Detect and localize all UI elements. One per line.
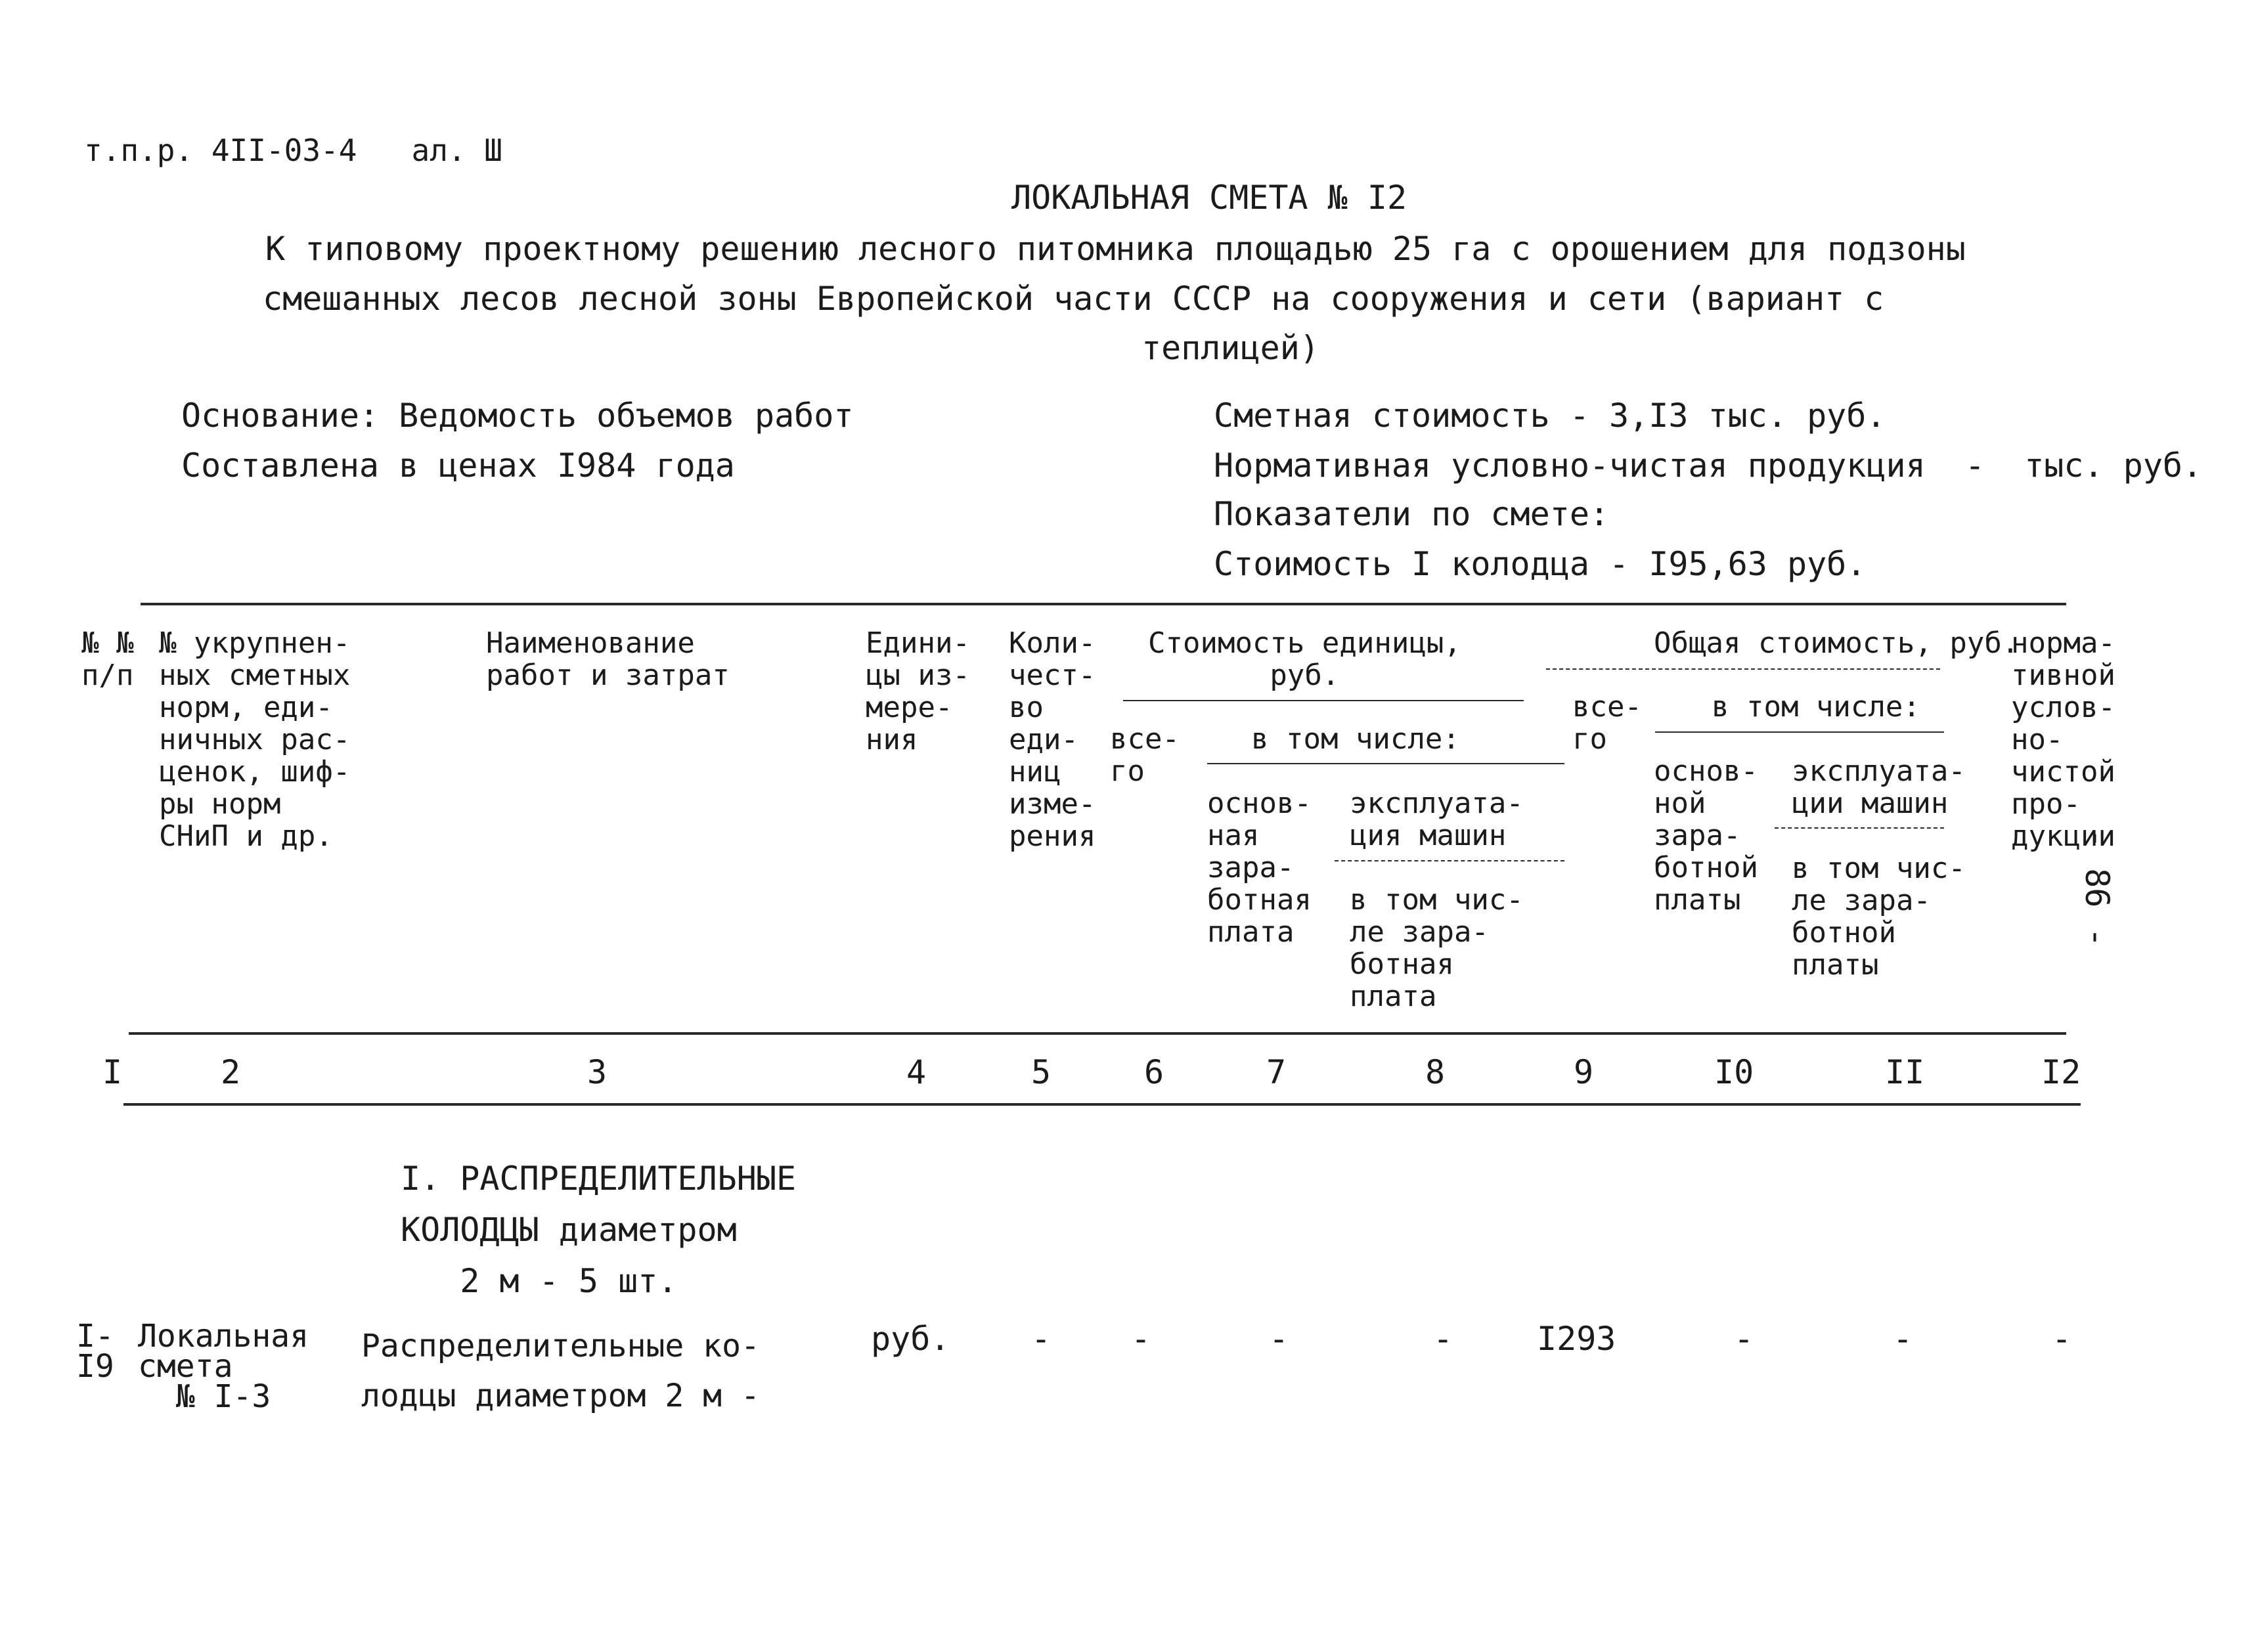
header-col-1: № № п/п [81,626,134,692]
column-number-8: 8 [1425,1053,1446,1091]
row-reference: Локальная смета № I-3 [138,1318,309,1415]
header-bottom-rule [129,1032,2066,1035]
row-unit-total: - [1131,1320,1151,1358]
row-total: I293 [1537,1320,1616,1358]
header-col-3: Наименование работ и затрат [486,626,730,692]
rule-total-cost [1546,668,1940,670]
row-unit: руб. [871,1320,950,1358]
column-number-4: 4 [906,1053,927,1091]
normative-product: Нормативная условно-чистая продукция - тыс. руб. [1214,446,2203,485]
header-col-4: Едини- цы из- мере- ния [866,626,970,756]
row-total-machines: - [1893,1320,1913,1358]
row-total-wage: - [1734,1320,1754,1358]
numbers-bottom-rule [123,1103,2081,1106]
row-name: Распределительные ко- лодцы диаметром 2 м - [361,1328,760,1414]
header-col-12: норма- тивной услов- но- чистой про- дукции [2011,626,2115,853]
row-quantity: - [1031,1320,1052,1358]
rule-col-8 [1335,860,1564,861]
header-col-7: основ- ная зара- ботная плата [1207,787,1312,949]
basis-text: Основание: Ведомость объемов работ [181,397,854,435]
estimate-title: ЛОКАЛЬНАЯ СМЕТА № I2 [1011,179,1407,217]
column-number-3: 3 [587,1053,608,1091]
header-total-incl: в том числе: [1712,690,1920,724]
header-col-2: № укрупнен- ных сметных норм, еди- ничных рас- ценок, шиф- ры норм СНиП и др. [159,626,351,853]
rule-col-11 [1775,827,1944,829]
header-col-6: все- го [1110,722,1180,788]
page-number: - 86 - [2078,829,2116,947]
column-number-9: 9 [1574,1053,1594,1091]
row-number: I- I9 [76,1318,114,1385]
row-normative-product: - [2052,1320,2072,1358]
document-reference: т.п.р. 4II-03-4 ал. Ш [84,133,502,168]
column-number-6: 6 [1144,1053,1164,1091]
header-col-11: эксплуата- ции машин [1792,754,1966,820]
rule-unit-cost [1123,700,1524,701]
indicator-value: Стоимость I колодца - I95,63 руб. [1214,545,1867,583]
section-title: I. РАСПРЕДЕЛИТЕЛЬНЫЕ КОЛОДЦЫ диаметром 2 м - 5 шт. [401,1160,797,1300]
rule-unit-incl [1207,763,1564,764]
header-unit-cost: Стоимость единицы, руб. [1148,626,1461,692]
header-col-5: Коли- чест- во еди- ниц изме- рения [1009,626,1096,853]
column-number-12: I2 [2041,1053,2081,1091]
header-col-10: основ- ной зара- ботной платы [1654,754,1758,917]
subtitle-line-2: смешанных лесов лесной зоны Европейской части СССР на сооружения и сети (вариант с [263,280,1884,318]
header-col-8-sub: в том чис- ле зара- ботная плата [1350,883,1524,1013]
subtitle-line-1: К типовому проектному решению лесного питомника площадью 25 га с орошением для подзоны [265,230,1966,268]
rule-total-incl [1655,731,1944,733]
row-unit-machines: - [1433,1320,1453,1358]
column-number-10: I0 [1714,1053,1754,1091]
column-number-7: 7 [1266,1053,1287,1091]
header-col-8: эксплуата- ция машин [1350,787,1524,852]
column-number-2: 2 [221,1053,241,1091]
subtitle-line-3: теплицей) [1141,329,1319,367]
header-unit-incl: в том числе: [1251,722,1460,756]
column-number-5: 5 [1031,1053,1052,1091]
indicators-label: Показатели по смете: [1214,495,1610,533]
column-number-1: I [102,1053,123,1091]
prices-text: Составлена в ценах I984 года [181,446,735,485]
column-number-11: II [1885,1053,1925,1091]
header-total-cost: Общая стоимость, руб. [1654,626,2020,660]
header-col-9: все- го [1572,690,1642,756]
header-col-11-sub: в том чис- ле зара- ботной платы [1792,852,1966,982]
table-top-rule [141,603,2066,605]
row-unit-wage: - [1269,1320,1289,1358]
estimated-cost: Сметная стоимость - 3,I3 тыс. руб. [1214,397,1886,435]
